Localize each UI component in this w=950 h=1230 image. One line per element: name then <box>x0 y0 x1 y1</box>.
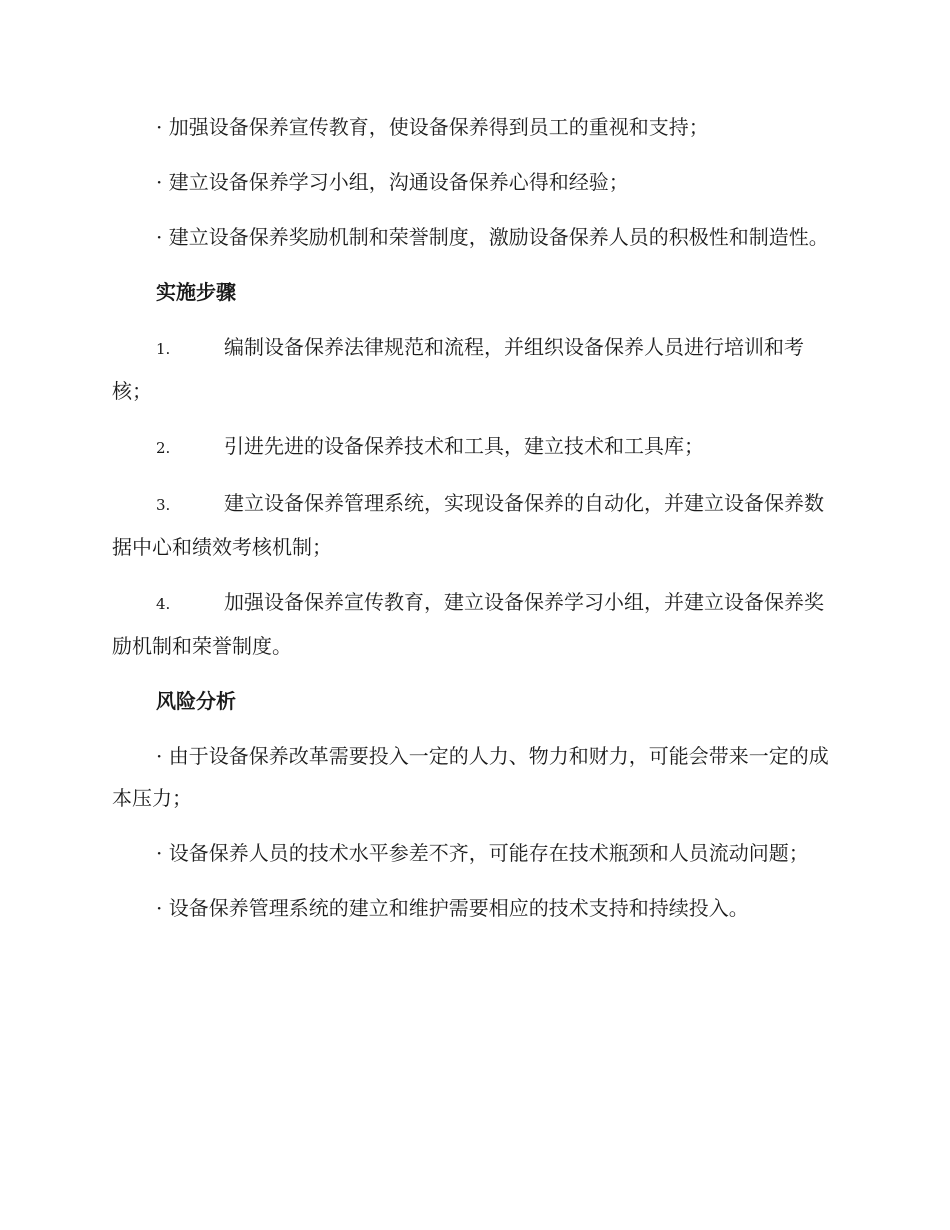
risk-bullet-1: · 由于设备保养改革需要投入一定的人力、物力和财力，可能会带来一定的成本压力； <box>112 744 829 810</box>
intro-bullet-1: · 加强设备保养宣传教育，使设备保养得到员工的重视和支持； <box>156 115 709 139</box>
step-item-3 <box>112 482 836 568</box>
section-heading-steps: 实施步骤 <box>156 280 236 304</box>
step-number: 4. <box>156 595 171 613</box>
step-text: 引进先进的设备保养技术和工具，建立技术和工具库； <box>224 434 704 458</box>
document-body <box>112 106 836 942</box>
step-number: 1. <box>156 340 171 358</box>
step-text: 编制设备保养法律规范和流程，并组织设备保养人员进行培训和考核； <box>112 335 804 403</box>
risk-bullet-3: · 设备保养管理系统的建立和维护需要相应的技术支持和持续投入。 <box>156 896 749 920</box>
step-text: 加强设备保养宣传教育，建立设备保养学习小组，并建立设备保养奖励机制和荣誉制度。 <box>112 590 824 658</box>
section-heading-risks: 风险分析 <box>156 689 236 713</box>
step-number: 3. <box>156 496 171 514</box>
step-item-2 <box>112 425 836 469</box>
step-item-1 <box>112 326 836 412</box>
step-text: 建立设备保养管理系统，实现设备保养的自动化，并建立设备保养数据中心和绩效考核机制； <box>112 491 824 559</box>
step-number: 2. <box>156 439 171 457</box>
step-item-4 <box>112 581 836 667</box>
risk-bullet-2: · 设备保养人员的技术水平参差不齐，可能存在技术瓶颈和人员流动问题； <box>156 841 809 865</box>
intro-bullet-3: · 建立设备保养奖励机制和荣誉制度，激励设备保养人员的积极性和制造性。 <box>156 225 829 249</box>
intro-bullet-2: · 建立设备保养学习小组，沟通设备保养心得和经验； <box>156 170 629 194</box>
